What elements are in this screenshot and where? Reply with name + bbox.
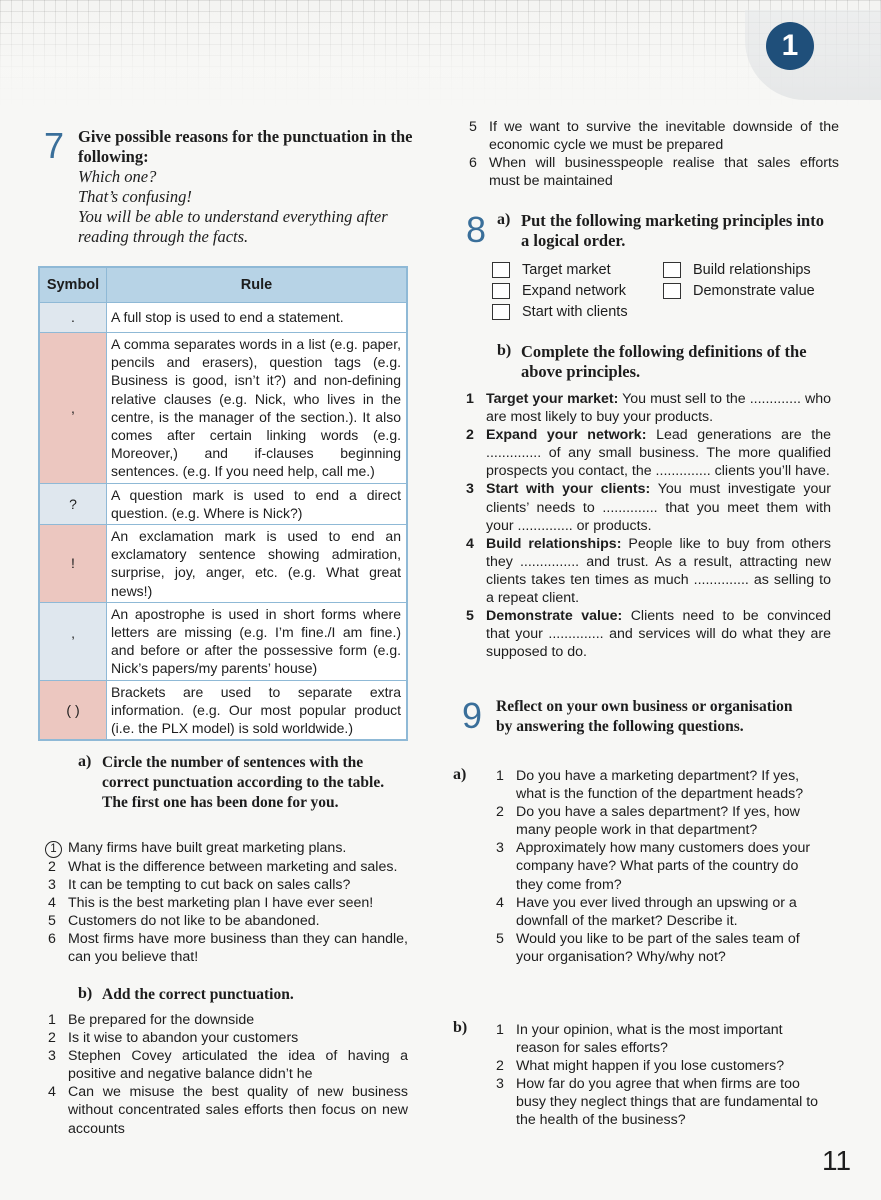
item-number: 4 (466, 535, 474, 552)
definition-text: You must sell to the ............. who are most likely to buy your products. (486, 391, 831, 426)
exercise-9-instruction: Reflect on your own business or organisation by answering the following questions. (496, 698, 793, 735)
rule-cell: A question mark is used to end a direct question. (e.g. Where is Nick?) (107, 483, 408, 524)
exercise-8b-label: b) (497, 342, 512, 359)
exercise-7-title: Give possible reasons for the punctuation in the following: (78, 127, 413, 166)
item-number: 3 (496, 840, 504, 857)
item-text: Would you like to be part of the sales team of your organisation? Why/why not? (516, 930, 800, 965)
symbol-cell: . (39, 303, 107, 333)
symbol-cell: ( ) (39, 680, 107, 740)
table-row (39, 483, 407, 524)
list-item (466, 480, 831, 534)
rule-cell: A comma separates words in a list (e.g. paper, pencils and erasers), question tags (e.g. Business is good, isn’t it?) and non-defining relative clauses (e.g. Nick, who lives in the centre, is the manager of the section.). It also comes after certain linking words (e.g. Moreover,) and if-clauses beginning sentences. (e.g. If you need help, call me.) (107, 333, 408, 484)
list-item (466, 426, 831, 480)
list-item (48, 1011, 408, 1029)
exercise-7-instruction (78, 127, 413, 247)
table-header-rule: Rule (107, 267, 408, 303)
item-text: Approximately how many customers does your company have? What parts of the country do they come from? (516, 840, 811, 893)
table-row (39, 333, 407, 484)
punctuation-table (38, 266, 408, 741)
list-item (496, 1021, 826, 1057)
list-item (496, 1075, 826, 1129)
item-number: 3 (48, 1048, 56, 1065)
definition-text: People like to buy from others they ............... and trust. As a result, attracting new clients takes ten times as much .............. as selling to a repeat client. (486, 535, 831, 607)
item-number: 2 (496, 1058, 504, 1075)
item-text: Most firms have more business than they can handle, can you believe that! (68, 931, 408, 966)
item-text: How far do you agree that when firms are too busy they neglect things that are fundamental to the health of the business? (516, 1076, 819, 1129)
item-text: This is the best marketing plan I have ever seen! (68, 895, 374, 912)
definition-text: You must investigate your clients’ needs to .............. that you meet them with your .............. or products. (486, 481, 832, 534)
item-number: 1 (496, 1022, 504, 1038)
rule-cell: An exclamation mark is used to end an exclamatory sentence showing admiration, surprise, joy, anger, etc. (e.g. What great news!) (107, 525, 408, 603)
list-item (496, 767, 826, 803)
item-number: 3 (48, 877, 56, 894)
definition-text: Clients need to be convinced that your .............. and services will do what they are supposed to do. (486, 608, 831, 661)
symbol-cell: ’ (39, 602, 107, 680)
checkbox[interactable] (492, 262, 510, 278)
exercise-7b-instruction: Add the correct punctuation. (102, 986, 294, 1003)
principles-col-1 (492, 259, 652, 322)
item-number: 5 (48, 913, 56, 930)
table-row (39, 303, 407, 333)
item-text: Many firms have built great marketing plans. (68, 840, 347, 856)
definition-term: Build relationships: (486, 535, 622, 552)
item-number: 1 (496, 768, 504, 784)
list-item (466, 390, 831, 426)
rule-cell: Brackets are used to separate extra information. (e.g. Our most popular product (i.e. the PLX model) is sold worldwide.) (107, 680, 408, 740)
item-text: What is the difference between marketing and sales. (68, 859, 398, 875)
exercise-7a-list (48, 839, 408, 967)
rule-cell: An apostrophe is used in short forms where letters are missing (e.g. I’m fine./I am fine.) and before or after the possessive form (e.g. Nick’s papers/my parents’ house) (107, 602, 408, 680)
list-item (48, 912, 408, 930)
list-item (469, 154, 839, 190)
exercise-7-example-1: Which one? (78, 167, 157, 186)
item-text: Stephen Covey articulated the idea of having a positive and negative balance didn’t he (68, 1048, 408, 1083)
item-text: It can be tempting to cut back on sales calls? (68, 877, 351, 894)
list-item (496, 803, 826, 839)
definition-term: Target your market: (486, 391, 619, 407)
exercise-8a-instruction: Put the following marketing principles into a logical order. (521, 211, 824, 250)
item-text: Have you ever lived through an upswing or a downfall of the market? Describe it. (516, 894, 797, 929)
item-text: Do you have a marketing department? If yes, what is the function of the department heads? (516, 768, 804, 803)
table-row (39, 680, 407, 740)
principle-option[interactable] (492, 259, 652, 280)
item-text: If we want to survive the inevitable downside of the economic cycle we must be prepared (489, 119, 839, 154)
exercise-7b-list-left (48, 1011, 408, 1138)
checkbox[interactable] (663, 262, 681, 278)
exercise-9b-label: b) (453, 1019, 468, 1036)
checkbox[interactable] (492, 304, 510, 320)
item-number: 6 (469, 155, 477, 172)
item-text: Can we misuse the best quality of new business without concentrated sales efforts then focus on new accounts (68, 1084, 408, 1137)
exercise-7b-list-right (469, 118, 839, 190)
item-text: In your opinion, what is the most important reason for sales efforts? (516, 1022, 783, 1057)
principle-option[interactable] (663, 259, 843, 280)
item-text: Do you have a sales department? If yes, how many people work in that department? (516, 804, 800, 839)
list-item (48, 876, 408, 894)
item-text: Is it wise to abandon your customers (68, 1030, 299, 1047)
item-number: 5 (496, 930, 504, 947)
item-number: 1 (466, 391, 474, 407)
item-text: When will businesspeople realise that sales efforts must be maintained (489, 155, 839, 190)
item-number: 4 (48, 1084, 56, 1101)
unit-badge: 1 (766, 22, 814, 70)
exercise-9a-list (496, 767, 826, 966)
option-label: Expand network (522, 282, 626, 299)
definition-term: Demonstrate value: (486, 608, 623, 625)
option-label: Start with clients (522, 303, 628, 320)
symbol-cell: , (39, 333, 107, 484)
symbol-cell: ! (39, 525, 107, 603)
item-number: 3 (466, 481, 474, 498)
item-text: Be prepared for the downside (68, 1012, 255, 1028)
item-number: 4 (496, 894, 504, 911)
exercise-7-example-3: You will be able to understand everything after reading through the facts. (78, 207, 388, 246)
list-item (48, 839, 408, 858)
item-number: 4 (48, 895, 56, 912)
list-item (466, 607, 831, 661)
option-label: Build relationships (693, 261, 811, 278)
table-row (39, 525, 407, 603)
principle-option[interactable] (663, 280, 843, 301)
exercise-9-number: 9 (462, 695, 483, 736)
circled-number: 1 (45, 841, 62, 858)
exercise-7b-label: b) (78, 985, 93, 1002)
exercise-9a-label: a) (453, 766, 467, 783)
symbol-cell: ? (39, 483, 107, 524)
list-item (469, 118, 839, 154)
exercise-8b-instruction: Complete the following definitions of the above principles. (521, 342, 807, 381)
checkbox[interactable] (492, 283, 510, 299)
list-item (48, 1029, 408, 1047)
list-item (48, 1083, 408, 1137)
exercise-8-number: 8 (466, 209, 487, 250)
item-number: 6 (48, 931, 56, 948)
unit-tab (745, 10, 881, 100)
principle-option[interactable] (492, 280, 652, 301)
rule-cell: A full stop is used to end a statement. (107, 303, 408, 333)
exercise-7-example-2: That’s confusing! (78, 187, 192, 206)
list-item (48, 894, 408, 912)
exercise-7-number: 7 (44, 125, 65, 166)
list-item (48, 858, 408, 876)
item-number: 5 (469, 119, 477, 135)
item-text: What might happen if you lose customers? (516, 1058, 785, 1075)
exercise-7a-label: a) (78, 753, 92, 770)
list-item (496, 839, 826, 893)
table-row (39, 602, 407, 680)
definition-term: Start with your clients: (486, 481, 651, 498)
item-number: 3 (496, 1076, 504, 1093)
item-number: 2 (466, 427, 474, 444)
item-number: 5 (466, 608, 474, 625)
option-label: Demonstrate value (693, 282, 815, 299)
list-item (48, 1047, 408, 1083)
exercise-7a-instruction: Circle the number of sentences with the correct punctuation according to the table. The first one has been done for you. (102, 754, 385, 811)
page-number: 11 (822, 1145, 852, 1176)
list-item (466, 535, 831, 607)
exercise-9b-list (496, 1021, 826, 1130)
item-number: 2 (48, 859, 56, 875)
definition-term: Expand your network: (486, 427, 647, 444)
list-item (48, 930, 408, 966)
principles-col-2 (663, 259, 843, 301)
definition-text: Lead generations are the .............. of any small business. The more qualified prospects you contact, the .............. clients you’ll have. (486, 427, 831, 480)
list-item (496, 894, 826, 930)
option-label: Target market (522, 261, 611, 278)
exercise-8b-list (466, 390, 831, 661)
principle-option[interactable] (492, 301, 652, 322)
table-header-symbol: Symbol (39, 267, 107, 303)
list-item (496, 1057, 826, 1075)
item-text: Customers do not like to be abandoned. (68, 913, 320, 930)
list-item (496, 930, 826, 966)
exercise-8a-label: a) (497, 211, 511, 228)
item-number: 2 (496, 804, 504, 821)
item-number: 1 (48, 1012, 56, 1028)
item-number: 2 (48, 1030, 56, 1047)
checkbox[interactable] (663, 283, 681, 299)
